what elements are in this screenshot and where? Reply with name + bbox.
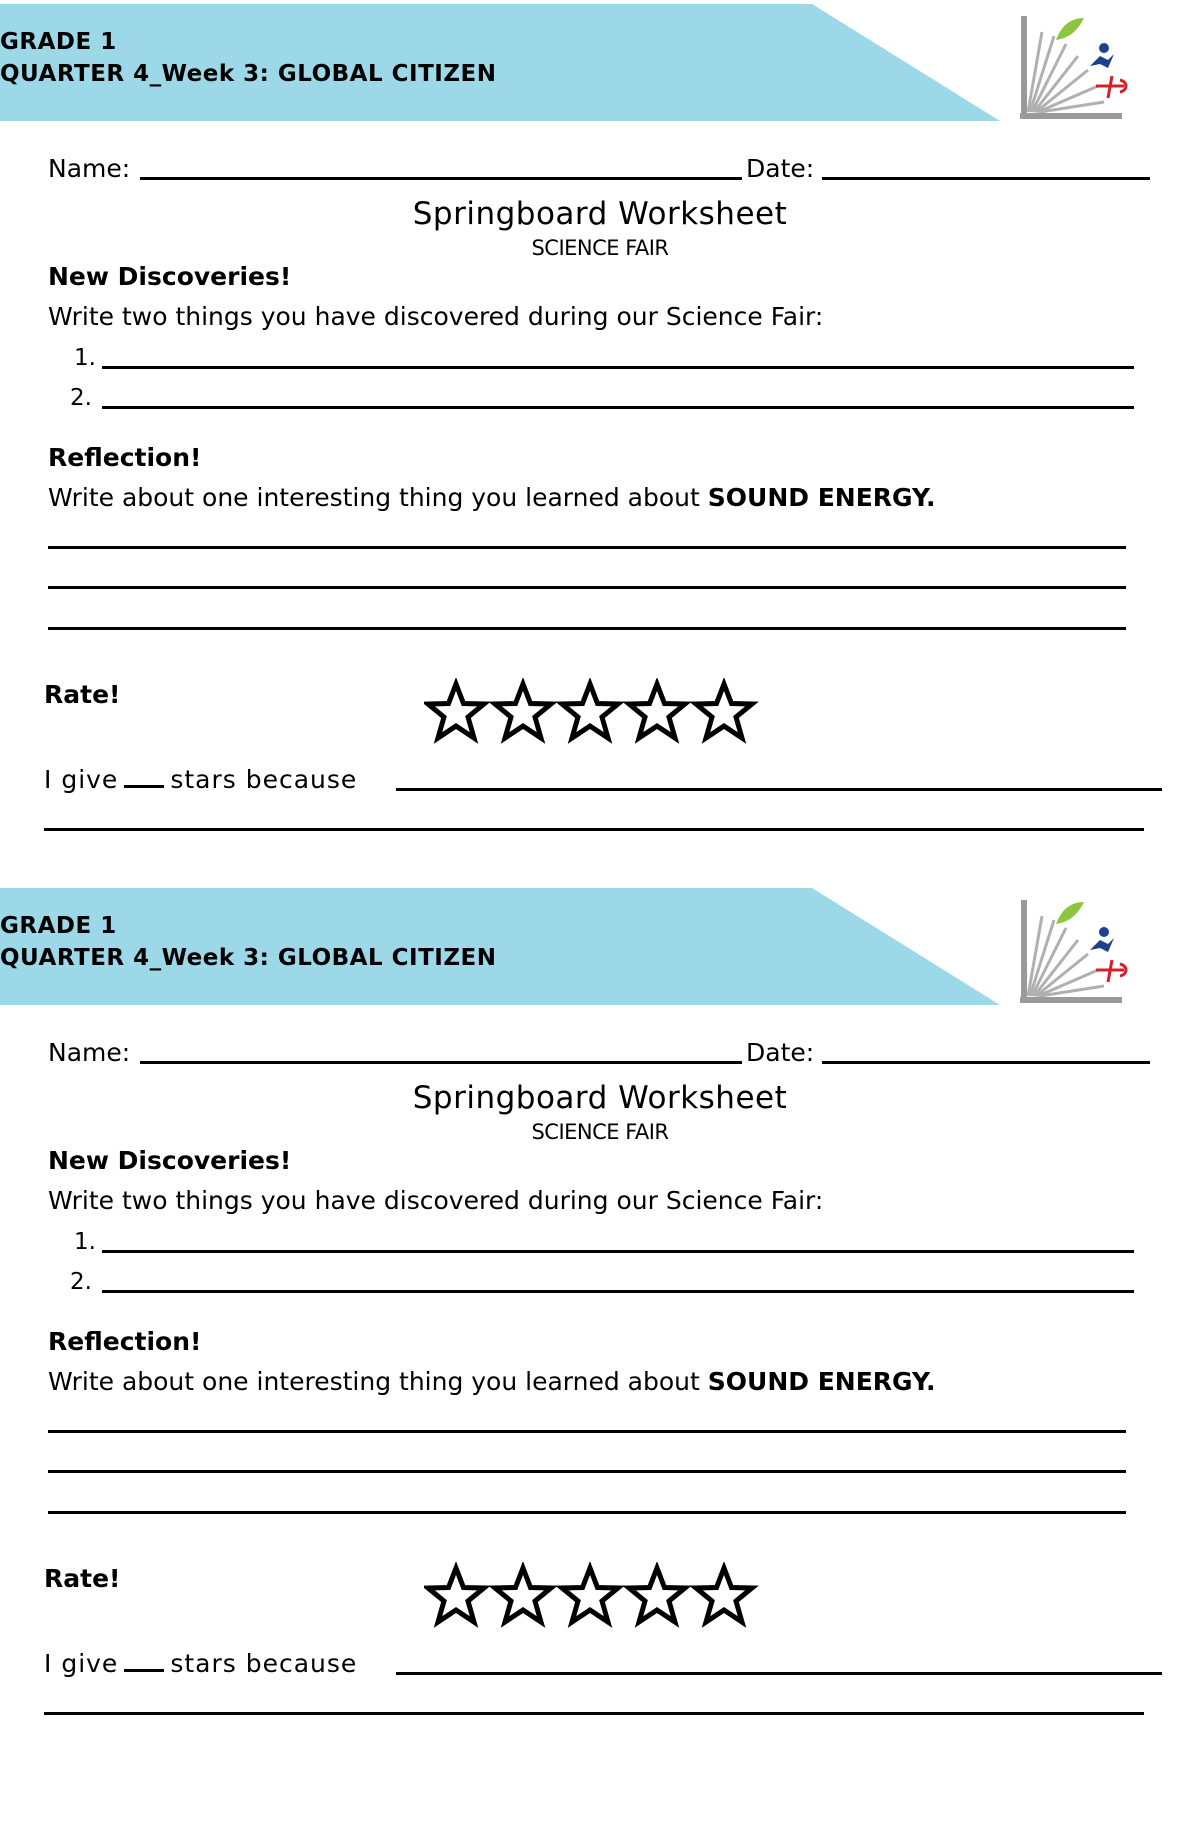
rate-reason-line[interactable] [396,1672,1162,1675]
worksheet-1 [0,0,1200,890]
quarter-label: QUARTER 4_Week 3: GLOBAL CITIZEN [0,61,497,87]
reflection-topic: SOUND ENERGY. [707,483,936,512]
worksheet-title: Springboard Worksheet [412,196,788,232]
worksheet-subtitle: SCIENCE FAIR [531,236,669,260]
star-icon[interactable] [495,684,551,738]
rate-sentence-middle: stars because [170,765,358,794]
star-icon[interactable] [629,1568,685,1622]
star-rating [424,678,764,748]
header-text [0,26,496,90]
discovery-item-number: 2. [70,385,92,411]
rate-heading: Rate! [44,1564,121,1593]
grade-label: GRADE 1 [0,29,117,55]
reflection-prompt [48,483,935,513]
date-label: Date: [746,1038,815,1067]
date-label: Date: [746,154,815,183]
discoveries-prompt: Write two things you have discovered during our Science Fair: [48,1186,824,1215]
rate-sentence [44,763,357,795]
name-label: Name: [48,1038,131,1067]
reflection-prompt-text: Write about one interesting thing you learned about [48,483,708,512]
name-label: Name: [48,154,131,183]
name-field[interactable] [140,1061,742,1064]
rate-sentence-start: I give [44,765,119,794]
rate-heading: Rate! [44,680,121,709]
discovery-item-number: 1. [74,1229,96,1255]
star-icon[interactable] [495,1568,551,1622]
rate-sentence [44,1647,357,1679]
star-icon[interactable] [562,684,618,738]
reflection-heading: Reflection! [48,1327,202,1356]
star-icon[interactable] [562,1568,618,1622]
rate-reason-line[interactable] [396,788,1162,791]
reflection-prompt-text: Write about one interesting thing you learned about [48,1367,708,1396]
discovery-item-number: 2. [70,1269,92,1295]
rate-sentence-start: I give [44,1649,119,1678]
discoveries-heading: New Discoveries! [48,262,292,291]
reflection-answer-line[interactable] [48,1470,1126,1473]
discoveries-prompt: Write two things you have discovered during our Science Fair: [48,302,824,331]
star-icon[interactable] [428,1568,484,1622]
star-rating [424,1562,764,1632]
school-logo-icon [1012,896,1132,1006]
reflection-answer-line[interactable] [48,1511,1126,1514]
discovery-answer-line[interactable] [102,366,1134,369]
star-count-blank[interactable] [124,763,164,788]
discoveries-heading: New Discoveries! [48,1146,292,1175]
school-logo-icon [1012,12,1132,122]
reflection-prompt [48,1367,935,1397]
star-icon[interactable] [428,684,484,738]
rate-sentence-middle: stars because [170,1649,358,1678]
star-icon[interactable] [629,684,685,738]
date-field[interactable] [822,177,1150,180]
rate-reason-line[interactable] [44,1712,1144,1715]
rate-reason-line[interactable] [44,828,1144,831]
star-icon[interactable] [696,684,752,738]
reflection-topic: SOUND ENERGY. [707,1367,936,1396]
reflection-answer-line[interactable] [48,586,1126,589]
star-count-blank[interactable] [124,1647,164,1672]
worksheet-title: Springboard Worksheet [412,1080,788,1116]
quarter-label: QUARTER 4_Week 3: GLOBAL CITIZEN [0,945,497,971]
date-field[interactable] [822,1061,1150,1064]
name-field[interactable] [140,177,742,180]
discovery-answer-line[interactable] [102,1290,1134,1293]
reflection-heading: Reflection! [48,443,202,472]
grade-label: GRADE 1 [0,913,117,939]
discovery-answer-line[interactable] [102,1250,1134,1253]
star-icon[interactable] [696,1568,752,1622]
reflection-answer-line[interactable] [48,546,1126,549]
worksheet-2 [0,884,1200,1774]
discovery-answer-line[interactable] [102,406,1134,409]
worksheet-subtitle: SCIENCE FAIR [531,1120,669,1144]
header-text [0,910,496,974]
discovery-item-number: 1. [74,345,96,371]
reflection-answer-line[interactable] [48,1430,1126,1433]
reflection-answer-line[interactable] [48,627,1126,630]
